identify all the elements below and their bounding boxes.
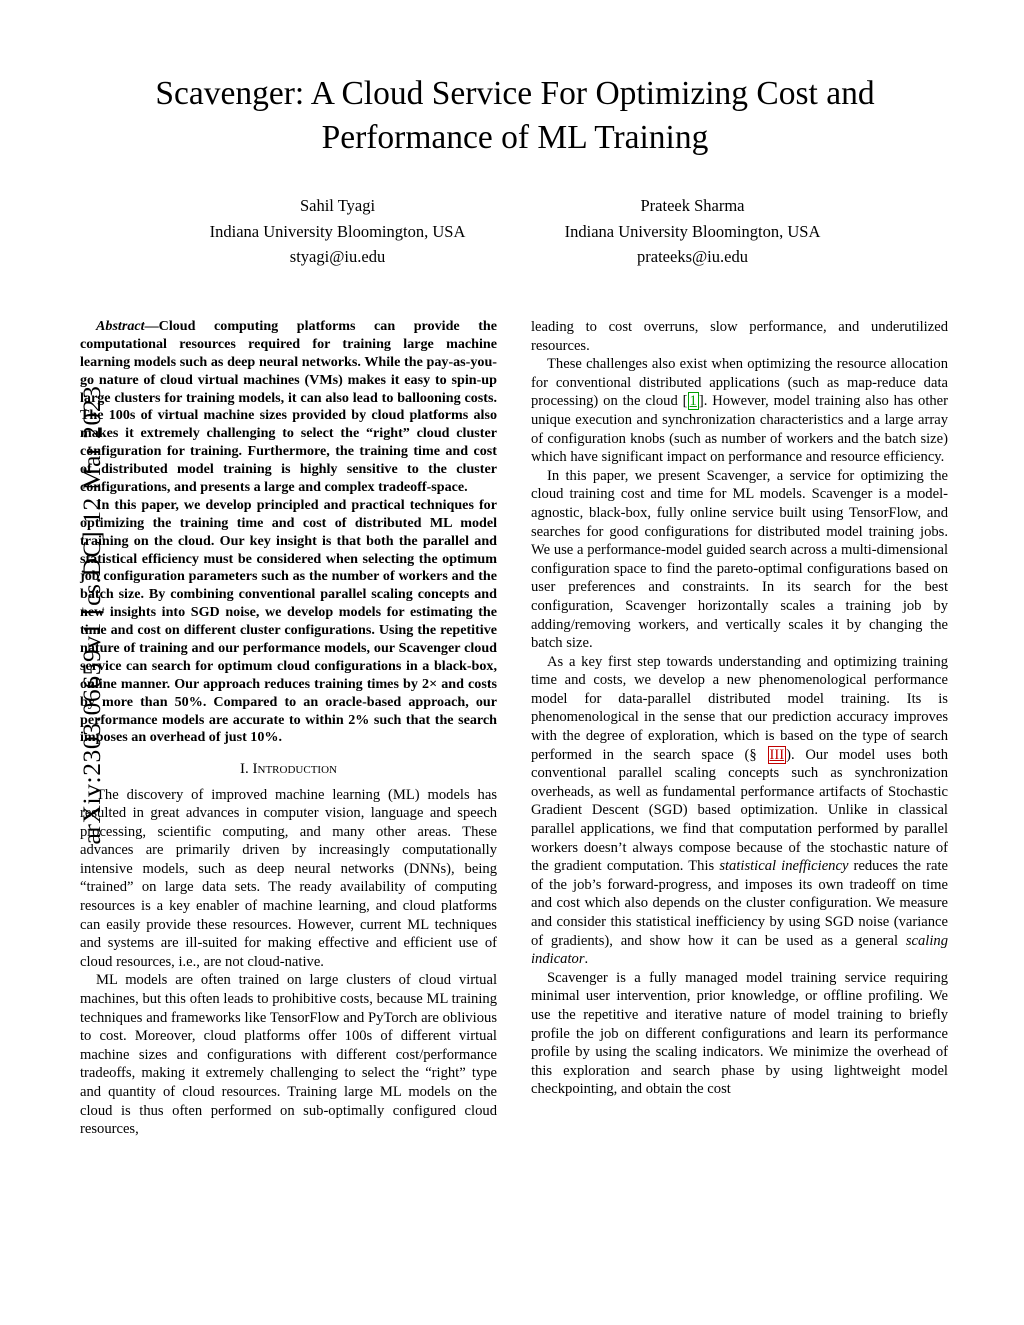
column-right <box>531 318 948 1139</box>
abstract-label: Abstract <box>96 318 145 334</box>
paragraph-text-b: ). Our model uses both conventional parallel scaling concepts such as synchronization overheads, as well as fundamental performance artifacts of Stochastic Gradient Descent (SGD) based optimization. Unlike in classical parallel applications, we find that computation performed by parallel workers doesn’t always compose because of the stochastic nature of the gradient computation. This <box>531 746 948 875</box>
title-block <box>85 72 945 159</box>
paragraph-text-d: . <box>584 951 589 968</box>
intro-paragraph-2: ML models are often trained on large clusters of cloud virtual machines, but this often leads to prohibitive costs, because ML training techniques and frameworks like TensorFlow and PyTorch are oblivious to cost. Moreover, cloud platforms offer 100s of different virtual machine sizes and configurations with different cost/performance tradeoffs, making it extremely challenging to select the “right” type and quantity of cloud resources. Training large ML models on the cloud is thus often performed on sub-optimally configured cloud resources, <box>80 972 497 1138</box>
author-list <box>85 193 945 270</box>
intro-paragraph-4: In this paper, we present Scavenger, a service for optimizing the cloud training cost and time for ML models. Scavenger is a model-agnostic, black-box, fully online service built using TensorFlow, and searches for good configurations for distributed model training jobs. We use a performance-model guided search across a multi-dimensional configuration space to find the pareto-optimal configurations based on user preferences and constraints. In its search for the best configuration, Scavenger horizontally scales a training job by adding/removing workers, and vertically scales it by changing the batch size. <box>531 467 948 652</box>
section-heading-introduction: I. Introduction <box>240 761 337 778</box>
intro-paragraph-6: Scavenger is a fully managed model training service requiring minimal user intervention, prior knowledge, or offline profiling. We use the repetitive and iterative nature of model training to briefly profile the job on different configurations and learn its performance profile by using the scaling indicators. We minimize the overhead of this exploration and search phase by using lightweight model checkpointing, and obtain the cost <box>531 969 948 1098</box>
author-entry-1 <box>515 193 870 270</box>
author-email: styagi@iu.edu <box>289 247 386 267</box>
arxiv-identifier-stamp: arXiv:2303.06659v1 [cs.DC] 12 Mar 2023 <box>77 385 106 845</box>
author-entry-0 <box>160 193 515 270</box>
citation-link-1[interactable]: 1 <box>689 393 697 410</box>
intro-paragraph-3: These challenges also exist when optimizing the resource allocation for conventional distributed applications (such as map-reduce data processing) on the cloud [ 1 ]. However, model training also has other unique execution and synchronization characteristics and a large array of configuration knobs (such as number of workers and the batch size) which have significant impact on performance and resource efficiency. <box>531 356 949 466</box>
intro-paragraph-2-continued: leading to cost overruns, slow performance, and underutilized resources. <box>531 319 948 354</box>
intro-paragraph-5 <box>531 653 948 969</box>
author-affiliation: Indiana University Bloomington, USA <box>564 221 821 241</box>
emphasis-scaling-indicator: scaling indicator <box>531 932 948 968</box>
abstract-section <box>80 318 497 747</box>
abstract-paragraph-1 <box>80 318 497 497</box>
author-name: Prateek Sharma <box>640 196 745 215</box>
page-title: Scavenger: A Cloud Service For Optimizing Cost and Performance of ML Training <box>155 75 875 156</box>
body-columns <box>80 318 948 1139</box>
paragraph-text-a: These challenges also exist when optimizing the resource allocation for conventional distributed applications (such as map-reduce data processing) on the cloud <box>531 356 948 410</box>
emphasis-statistical-inefficiency: statistical inefficiency <box>719 858 849 875</box>
abstract-dash: — <box>144 318 159 334</box>
author-name: Sahil Tyagi <box>299 196 376 215</box>
abstract-text-1: Cloud computing platforms can provide the computational resources required for training large machine learning models such as deep neural networks. While the pay-as-you-go nature of cloud virtual machines (VMs) makes it easy to spin-up large clusters for training models, it can also lead to ballooning costs. The 100s of virtual machine sizes provided by cloud platforms also makes it extremely challenging to select the “right” cloud cluster configuration for training. Furthermore, the training time and cost of distributed model training is highly sensitive to the cluster configurations, and presents a large and complex tradeoff-space. <box>80 318 497 496</box>
author-affiliation: Indiana University Bloomington, USA <box>209 221 466 241</box>
column-left <box>80 318 497 1139</box>
abstract-paragraph-2: In this paper, we develop principled and practical techniques for optimizing the training time and cost of distributed ML model training on the cloud. Our key insight is that both the parallel and statistical efficiency must be considered when selecting the optimum job configuration parameters such as the number of workers and the batch size. By combining conventional parallel scaling concepts and new insights into SGD noise, we develop models for estimating the time and cost on different cluster configurations. Using the repetitive nature of training and our performance models, our Scavenger cloud service can search for optimum cloud configurations in a black-box, online manner. Our approach reduces training times by 2× and costs by more than 50%. Compared to an oracle-based approach, our performance models are accurate to within 2% such that the search imposes an overhead of just 10%. <box>80 496 497 746</box>
paragraph-text-c: reduces the rate of the job’s forward-progress, and imposes its own tradeoff on time and cost which also depends on the cluster configuration. We measure and consider this statistical inefficiency by using SGD noise (variance of gradients), and show how it can be used as a general <box>531 858 948 949</box>
author-email: prateeks@iu.edu <box>637 247 748 267</box>
intro-paragraph-1: The discovery of improved machine learning (ML) models has resulted in great advances in computer vision, language and speech processing, scientific computing, and many other areas. These advances are primarily driven by increasingly computationally intensive models, such as deep neural networks (DNNs), being “trained” on large data sets. The ready availability of computing resources is a key enabler of machine learning, and cloud platforms can easily provide these resources. However, current ML techniques and systems are ill-suited for making effective and efficient use of cloud resources, i.e., are not cloud-native. <box>80 786 497 970</box>
paragraph-text-a: As a key first step towards understanding and optimizing training time and costs, we develop a new phenomenological performance model for data-parallel distributed model training. Its is phenomenological in the sense that our prediction accuracy improves with the degree of exploration, which is based on the type of search performed in the search space (§ <box>531 653 948 763</box>
paragraph-text-b: . However, model training also has other unique execution and synchronization characteristics and a large array of configuration knobs (such as number of workers and the batch size) which have significant impact on performance and resource efficiency. <box>531 393 949 466</box>
section-reference-link-iii[interactable]: III <box>769 746 785 763</box>
